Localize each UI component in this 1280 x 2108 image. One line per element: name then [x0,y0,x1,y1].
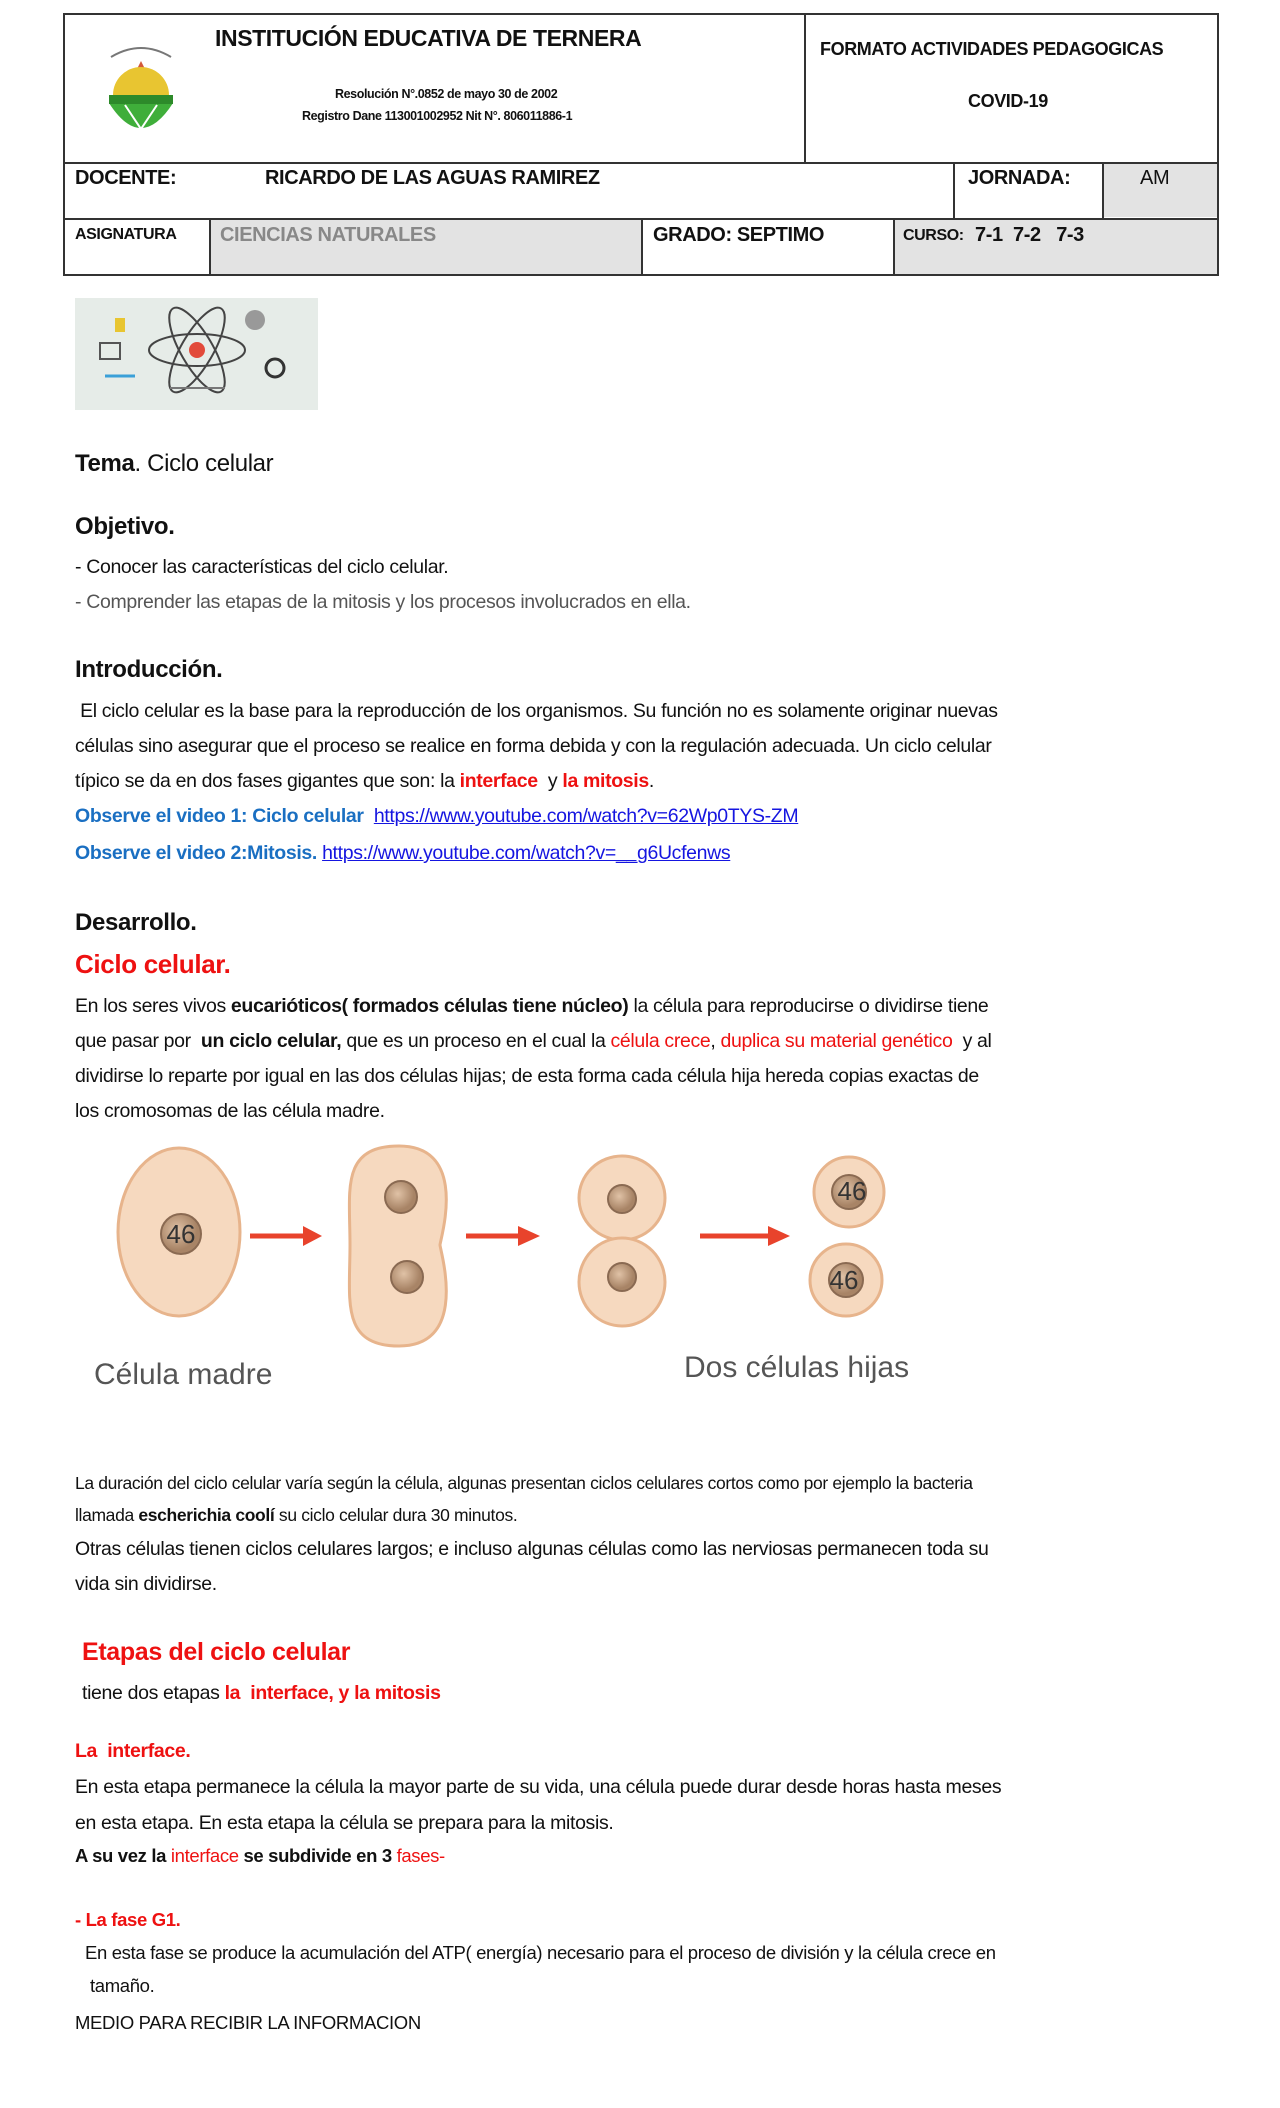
desarrollo-line [75,994,988,1018]
arrow-head [518,1226,540,1246]
asignatura-value: CIENCIAS NATURALES [220,224,436,246]
text: que pasar por [75,1030,201,1052]
text: , [710,1030,721,1052]
objetivo-title: Objetivo. [75,513,175,540]
text: llamada [75,1505,139,1525]
chromosome-count: 46 [829,1265,859,1295]
tema-value: . Ciclo celular [134,450,274,477]
text: la célula para reproducirse o dividirse tiene [628,995,989,1017]
divider [893,218,895,276]
mother-label: Célula madre [94,1358,273,1391]
g1-line: En esta fase se produce la acumulación del ATP( energía) necesario para el proceso de división y la célula crece en [85,1942,996,1963]
text: que es un proceso en el cual la [341,1030,611,1052]
intro-line: El ciclo celular es la base para la reproducción de los organismos. Su función no es solamente originar nuevas [75,700,998,722]
intro-line [75,769,654,793]
text: y al [952,1030,992,1052]
covid-label: COVID-19 [968,91,1048,111]
asignatura-label: ASIGNATURA [75,226,177,243]
duracion-line: vida sin dividirse. [75,1573,217,1595]
interface-line [75,1844,445,1868]
divider [65,162,1217,164]
interface-line: en esta etapa. En esta etapa la célula se prepara para la mitosis. [75,1812,614,1834]
tema [75,452,273,476]
g1-line: tamaño. [90,1975,155,1996]
video1-line [75,804,798,828]
science-illustration [75,298,318,410]
intro-title: Introducción. [75,656,223,683]
duracion-line [75,1503,517,1527]
duracion-line: La duración del ciclo celular varía según la célula, algunas presentan ciclos celulares cortos como por ejemplo la bacteria [75,1473,973,1493]
desarrollo-line: dividirse lo reparte por igual en las dos células hijas; de esta forma cada célula hija hereda copias exactas de [75,1065,979,1087]
text: duplica su material genético [720,1030,953,1052]
desarrollo-line: los cromosomas de las célula madre. [75,1100,385,1122]
jornada-label: JORNADA: [968,167,1071,189]
cell-division-diagram [0,1130,1000,1420]
mitosis-highlight: la mitosis [562,770,649,792]
text: . [648,770,654,792]
desarrollo-title: Desarrollo. [75,909,197,936]
registry-text: Registro Dane 113001002952 Nit N°. 806011886-1 [302,109,573,123]
text: En los seres vivos [75,995,231,1017]
divider [641,218,643,276]
divider [209,218,211,276]
text: un ciclo celular, [200,1030,342,1052]
jornada-value: AM [1140,167,1170,189]
desarrollo-line [75,1029,992,1053]
text: típico se da en dos fases gigantes que son: la [75,770,460,792]
divider [953,162,955,218]
video1-label: Observe el video 1: Ciclo celular [75,805,364,827]
format-title: FORMATO ACTIVIDADES PEDAGOGICAS [820,39,1164,59]
docente-label: DOCENTE: [75,167,177,189]
arrow-head [303,1226,322,1246]
objetivo-item: - Comprender las etapas de la mitosis y los procesos involucrados en ella. [75,591,691,613]
mother-cell [118,1148,240,1316]
medio-label: MEDIO PARA RECIBIR LA INFORMACION [75,2012,421,2033]
divider [1102,162,1104,218]
dividing-cell [349,1146,446,1346]
school-logo [103,43,179,139]
resolution-text: Resolución N°.0852 de mayo 30 de 2002 [335,87,558,101]
interface-highlight: interface [459,770,538,792]
video1-link[interactable]: https://www.youtube.com/watch?v=62Wp0TYS-ZM [373,805,799,827]
g1-title: - La fase G1. [75,1909,181,1930]
text: se subdivide en 3 [238,1845,397,1866]
header-table [63,13,1219,276]
text: escherichia coolí [138,1505,275,1525]
text: eucarióticos( formados células tiene núcleo) [230,995,629,1017]
text: interface [170,1845,239,1866]
ciclo-celular-title: Ciclo celular. [75,949,231,979]
text: la interface, y la mitosis [224,1682,441,1704]
text: fases- [396,1845,445,1866]
text: célula crece [610,1030,711,1052]
arrow-head [768,1226,790,1246]
text: tiene dos etapas [82,1682,225,1704]
nucleus [608,1263,636,1291]
text: A su vez la [75,1845,171,1866]
chromosome-count: 46 [837,1176,867,1206]
divider [804,15,806,162]
nucleus [385,1181,417,1213]
tema-label: Tema [75,450,135,477]
etapas-title: Etapas del ciclo celular [82,1638,351,1666]
intro-line: células sino asegurar que el proceso se realice en forma debida y con la regulación adecuada. Un ciclo celular [75,735,992,757]
nucleus [391,1261,423,1293]
docente-value: RICARDO DE LAS AGUAS RAMIREZ [265,167,600,189]
chromosome-count: 46 [166,1219,196,1249]
objetivo-item: - Conocer las características del ciclo celular. [75,556,449,578]
text: y [537,770,563,792]
nucleus [608,1185,636,1213]
video2-line [75,841,730,865]
etapas-line [82,1681,441,1705]
text: su ciclo celular dura 30 minutos. [274,1505,518,1525]
curso-label: CURSO: [903,227,964,244]
interface-title: La interface. [75,1740,191,1762]
video2-link[interactable]: https://www.youtube.com/watch?v=__g6Ucfenws [322,842,731,864]
curso-value: 7-1 7-2 7-3 [975,224,1084,246]
video2-label: Observe el video 2:Mitosis. [75,842,317,864]
duracion-line: Otras células tienen ciclos celulares largos; e incluso algunas células como las nerviosas permanecen toda su [75,1538,989,1560]
interface-line: En esta etapa permanece la célula la mayor parte de su vida, una célula puede durar desde horas hasta meses [75,1776,1002,1798]
grado-label: GRADO: SEPTIMO [653,224,825,246]
daughters-label: Dos células hijas [684,1351,910,1384]
institution-name: INSTITUCIÓN EDUCATIVA DE TERNERA [215,25,642,51]
